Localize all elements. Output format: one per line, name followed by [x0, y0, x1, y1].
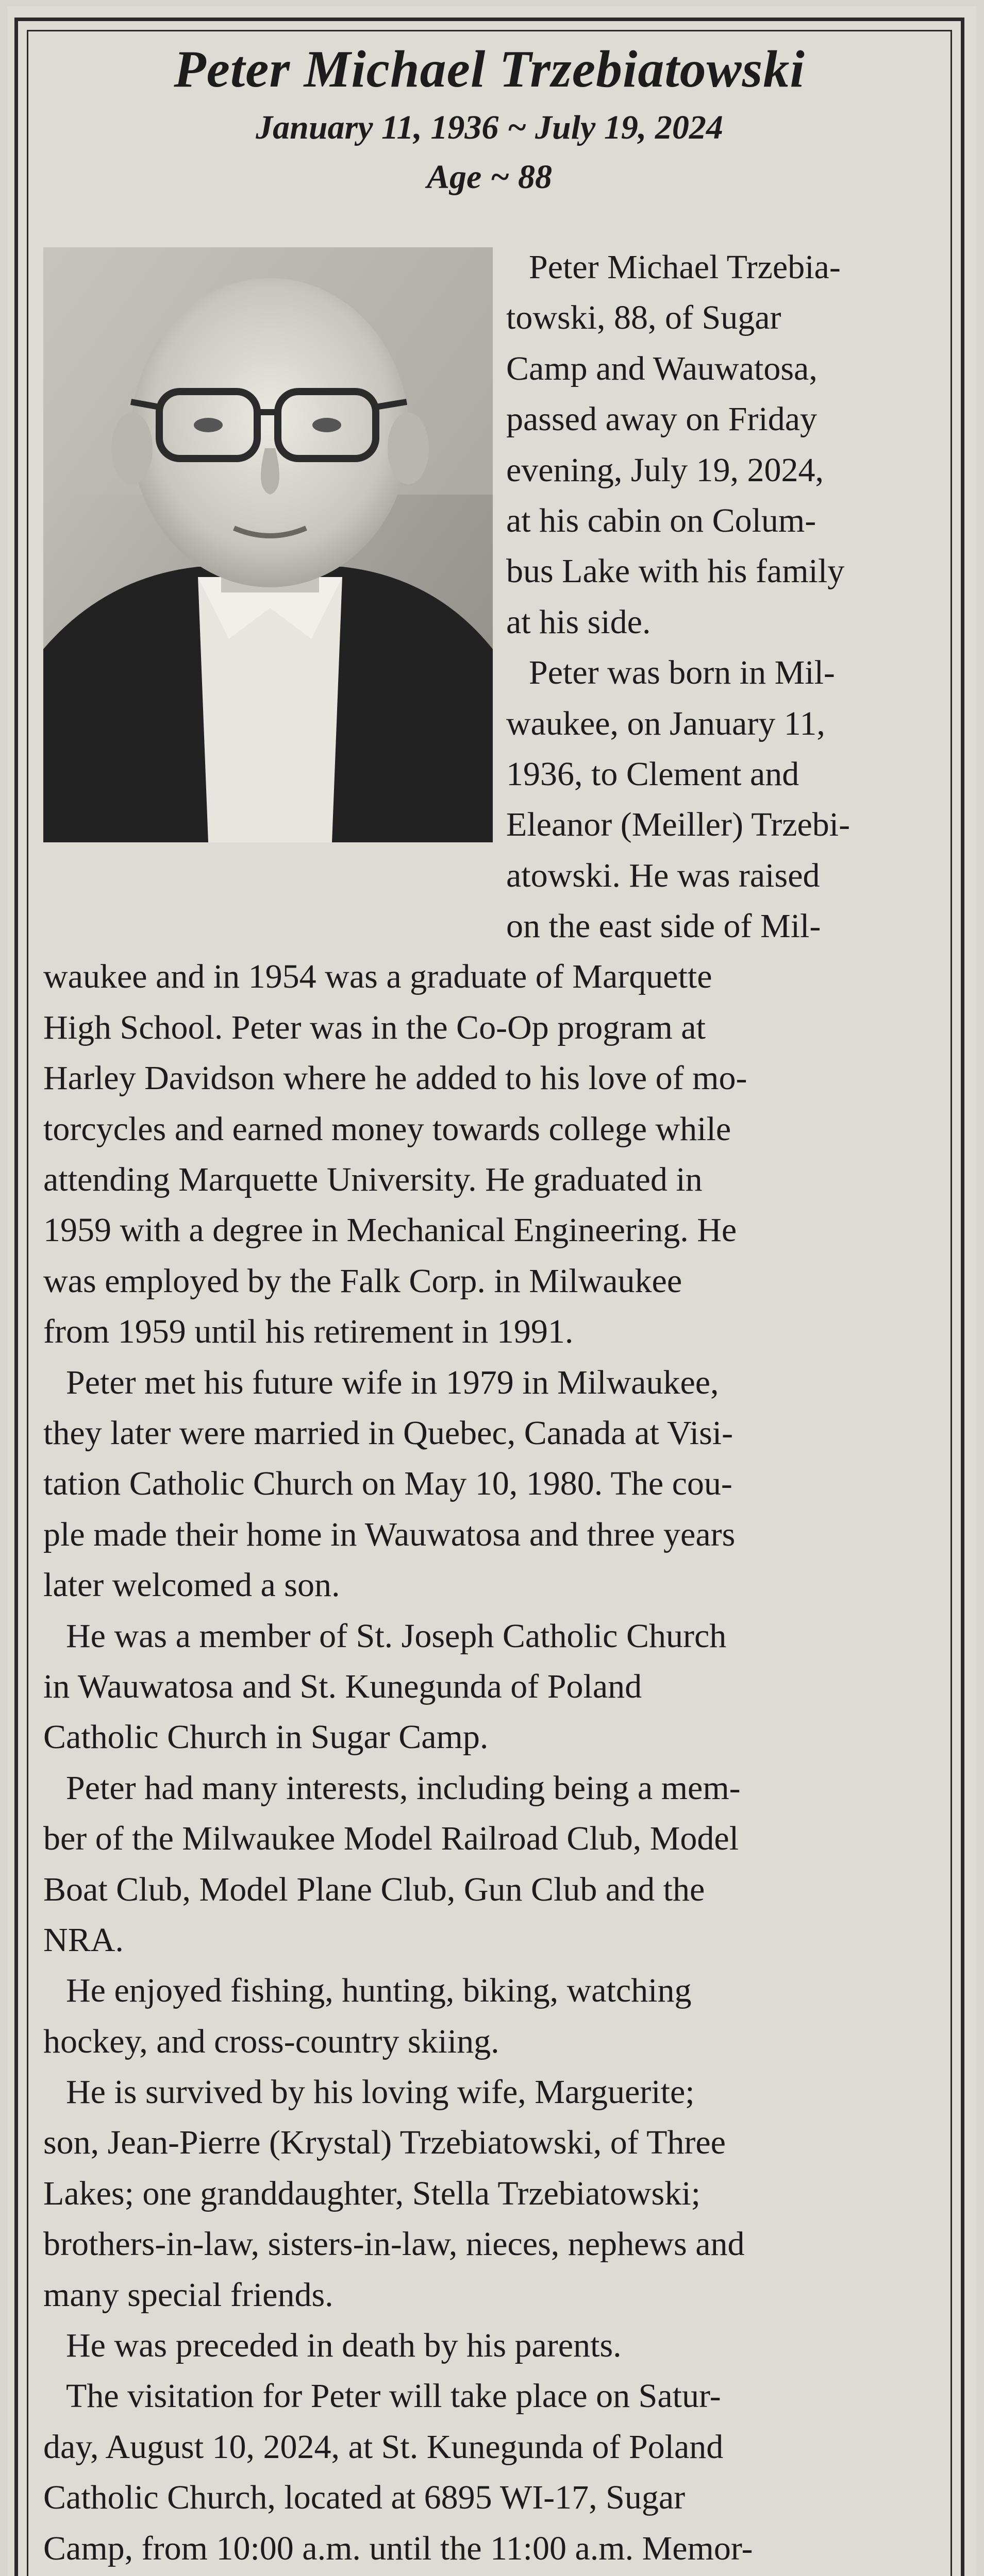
- text-line: waukee, on January 11,: [506, 704, 825, 742]
- text-line: Eleanor (Meiller) Trzebi-: [506, 806, 850, 844]
- text-line: 1959 with a degree in Mechanical Engineering. He: [43, 1211, 737, 1249]
- text-line: from 1959 until his retirement in 1991.: [43, 1313, 574, 1351]
- obituary-body: [43, 242, 939, 2576]
- deceased-name: Peter Michael Trzebiatowski: [174, 40, 805, 98]
- text-line: ple made their home in Wauwatosa and three years: [43, 1515, 736, 1553]
- text-line: He enjoyed fishing, hunting, biking, watching: [66, 1972, 692, 2010]
- text-line: at his cabin on Colum-: [506, 501, 816, 539]
- age-line: Age ~ 88: [427, 158, 552, 196]
- life-dates: January 11, 1936 ~ July 19, 2024: [256, 109, 723, 146]
- text-line: Peter met his future wife in 1979 in Milwaukee,: [66, 1363, 719, 1401]
- text-line: Peter had many interests, including being a mem-: [66, 1769, 741, 1807]
- text-line: hockey, and cross-country skiing.: [43, 2022, 499, 2060]
- text-full-width: [43, 952, 939, 2576]
- text-line: High School. Peter was in the Co-Op program at: [43, 1008, 706, 1046]
- text-line: in Wauwatosa and St. Kunegunda of Poland: [43, 1667, 642, 1705]
- text-line: Catholic Church, located at 6895 WI-17, Sugar: [43, 2479, 686, 2517]
- obituary-header: [28, 36, 950, 202]
- text-line: later welcomed a son.: [43, 1566, 340, 1604]
- text-line: Boat Club, Model Plane Club, Gun Club and the: [43, 1870, 705, 1908]
- text-line: Harley Davidson where he added to his love of mo-: [43, 1059, 747, 1097]
- text-line: ber of the Milwaukee Model Railroad Club, Model: [43, 1820, 739, 1858]
- text-line: day, August 10, 2024, at St. Kunegunda of Poland: [43, 2428, 724, 2466]
- text-line: The visitation for Peter will take place on Satur-: [66, 2377, 721, 2415]
- text-line: tation Catholic Church on May 10, 1980. The cou-: [43, 1465, 732, 1503]
- text-line: Catholic Church in Sugar Camp.: [43, 1718, 489, 1756]
- text-line: was employed by the Falk Corp. in Milwaukee: [43, 1262, 682, 1300]
- text-line: Camp, from 10:00 a.m. until the 11:00 a.m. Memor-: [43, 2529, 753, 2567]
- text-line: at his side.: [506, 603, 651, 641]
- text-line: 1936, to Clement and: [506, 755, 799, 793]
- text-line: brothers-in-law, sisters-in-law, nieces, nephews and: [43, 2225, 745, 2263]
- text-line: Camp and Wauwatosa,: [506, 349, 818, 387]
- text-line: [43, 2574, 939, 2576]
- text-line: NRA.: [43, 1921, 124, 1959]
- text-line: Peter Michael Trzebia-: [529, 248, 841, 286]
- text-line: Peter was born in Mil-: [529, 654, 835, 692]
- text-line: He was a member of St. Joseph Catholic Church: [66, 1617, 727, 1655]
- text-line: He was preceded in death by his parents.: [66, 2327, 622, 2365]
- text-line: on the east side of Mil-: [506, 907, 821, 945]
- text-line: waukee and in 1954 was a graduate of Marquette: [43, 958, 712, 996]
- text-line: He is survived by his loving wife, Marguerite;: [66, 2073, 695, 2111]
- text-line: they later were married in Quebec, Canada at Visi-: [43, 1414, 733, 1452]
- text-line: son, Jean-Pierre (Krystal) Trzebiatowski, of Three: [43, 2124, 726, 2162]
- text-line: many special friends.: [43, 2276, 333, 2314]
- text-line: attending Marquette University. He graduated in: [43, 1161, 703, 1199]
- text-beside-photo: [506, 242, 939, 952]
- text-line: atowski. He was raised: [506, 856, 820, 894]
- text-line: Lakes; one granddaughter, Stella Trzebiatowski;: [43, 2174, 701, 2212]
- text-line: towski, 88, of Sugar: [506, 299, 781, 337]
- text-line: evening, July 19, 2024,: [506, 451, 824, 489]
- text-line: bus Lake with his family: [506, 552, 845, 590]
- text-line: passed away on Friday: [506, 400, 818, 438]
- text-line: torcycles and earned money towards college while: [43, 1110, 731, 1148]
